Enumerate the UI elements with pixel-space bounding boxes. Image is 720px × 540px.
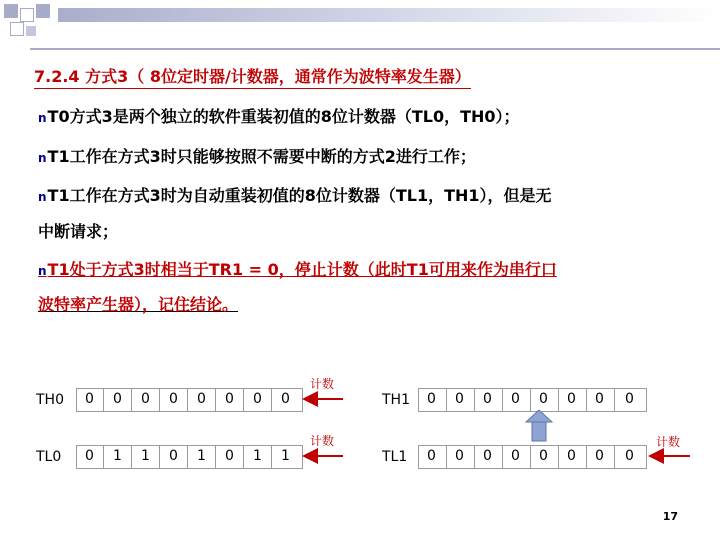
bit-cell: 0 — [511, 448, 520, 464]
bit-cell: 1 — [253, 448, 262, 464]
bit-cell: 0 — [85, 391, 94, 407]
bit-cell: 0 — [169, 448, 178, 464]
bit-cell: 0 — [625, 448, 634, 464]
bit-cell: 0 — [427, 391, 436, 407]
bit-cell: 1 — [141, 448, 150, 464]
bit-cell: 0 — [281, 391, 290, 407]
bullet-2 — [38, 144, 476, 167]
register-label-tl0: TL0 — [36, 449, 62, 465]
bullet-3 — [38, 183, 552, 206]
bit-cell: 0 — [455, 448, 464, 464]
bit-cell: 0 — [141, 391, 150, 407]
bit-cell: 0 — [197, 391, 206, 407]
bit-cell: 0 — [113, 391, 122, 407]
carry-arrow-tl1-to-th1 — [526, 410, 552, 441]
deco-square — [10, 22, 24, 36]
bit-cell: 0 — [625, 391, 634, 407]
deco-square — [26, 26, 36, 36]
bit-cell: 0 — [455, 391, 464, 407]
header-gradient-band — [58, 8, 720, 22]
bullet-4 — [38, 257, 557, 280]
deco-square — [36, 4, 50, 18]
bullet-marker: n — [38, 151, 47, 165]
bit-cell: 0 — [427, 448, 436, 464]
deco-square — [20, 8, 34, 22]
bullet-marker: n — [38, 264, 47, 278]
bullet-1 — [38, 104, 520, 127]
bit-cell: 0 — [567, 448, 576, 464]
bit-cell: 0 — [595, 391, 604, 407]
bit-cell: 0 — [595, 448, 604, 464]
deco-square — [4, 4, 18, 18]
register-label-th1: TH1 — [382, 392, 410, 408]
bit-cell: 0 — [85, 448, 94, 464]
bullet-text: 中断请求； — [38, 222, 119, 241]
bit-cell: 0 — [169, 391, 178, 407]
header-rule — [30, 48, 720, 50]
header-decoration — [0, 0, 720, 50]
bit-cell: 0 — [539, 448, 548, 464]
bullet-marker: n — [38, 190, 47, 204]
bullet-marker: n — [38, 111, 47, 125]
bullet-text: T0方式3是两个独立的软件重装初值的8位计数器（TL0，TH0）； — [47, 107, 520, 126]
count-label-tl1: 计数 — [656, 435, 681, 449]
bullet-text: T1工作在方式3时为自动重装初值的8位计数器（TL1，TH1），但是无 — [47, 186, 552, 205]
bit-cell: 1 — [197, 448, 206, 464]
bit-cell: 0 — [539, 391, 548, 407]
page-number: 17 — [662, 510, 678, 523]
bullet-text: T1工作在方式3时只能够按照不需要中断的方式2进行工作； — [47, 147, 476, 166]
bit-cell: 0 — [225, 448, 234, 464]
bit-cell: 1 — [113, 448, 122, 464]
bit-cell: 1 — [281, 448, 290, 464]
bit-cell: 0 — [567, 391, 576, 407]
register-label-th0: TH0 — [36, 392, 64, 408]
bullet-3-continuation — [38, 219, 118, 242]
bit-cell: 0 — [511, 391, 520, 407]
bit-cell: 0 — [225, 391, 234, 407]
bullet-4-continuation — [38, 292, 238, 315]
bit-cell: 0 — [483, 448, 492, 464]
count-label-th0: 计数 — [310, 377, 335, 391]
count-label-tl0: 计数 — [310, 434, 335, 448]
bullet-text: 波特率产生器），记住结论。 — [38, 295, 239, 314]
bit-cell: 0 — [483, 391, 492, 407]
bit-cell: 0 — [253, 391, 262, 407]
slide-heading: 7.2.4 方式3（ 8位定时器/计数器，通常作为波特率发生器） — [34, 64, 471, 89]
bullet-text: T1处于方式3时相当于TR1 = 0，停止计数（此时T1可用来作为串行口 — [47, 260, 557, 279]
register-label-tl1: TL1 — [382, 449, 408, 465]
